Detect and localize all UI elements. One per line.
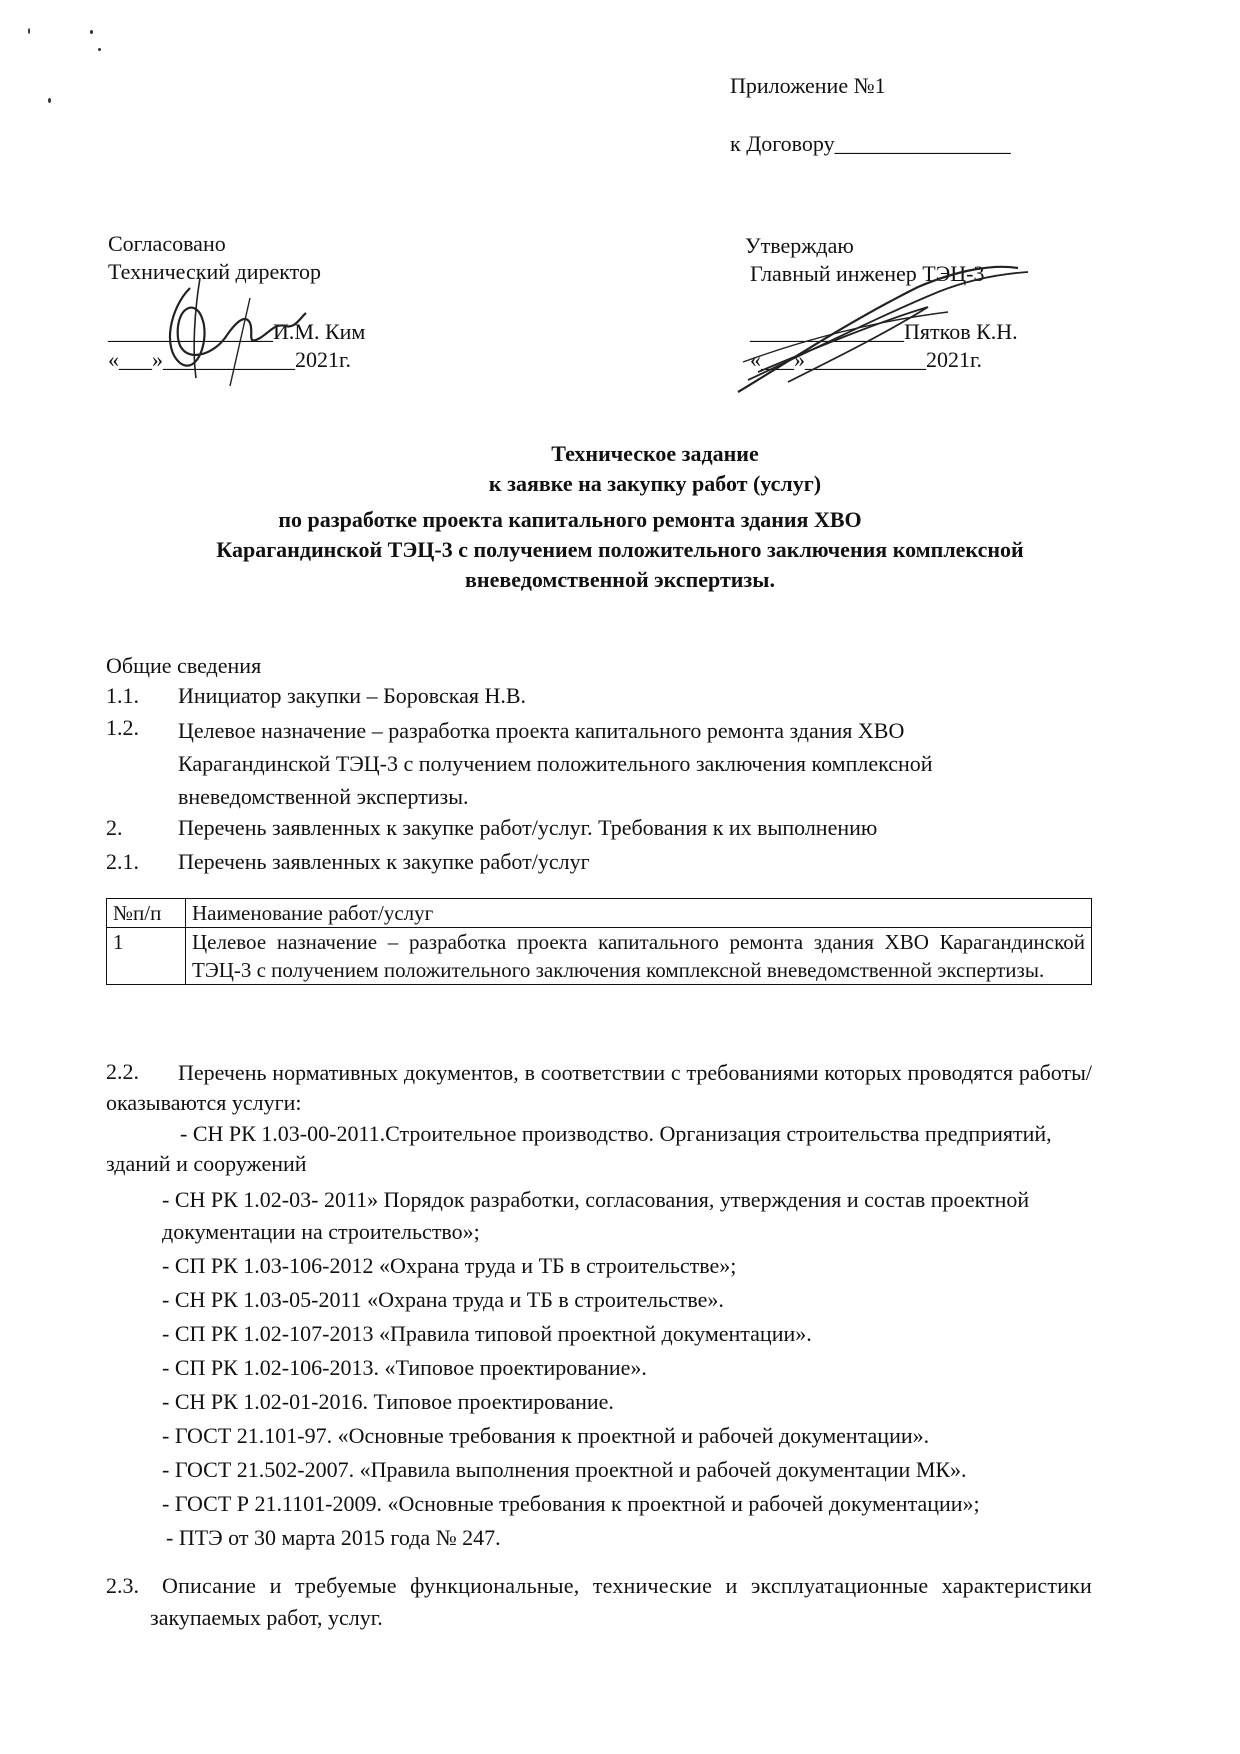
doc-item: - СН РК 1.02-01-2016. Типовое проектирование. <box>162 1389 614 1414</box>
scan-speck <box>48 98 51 103</box>
doc-item: - СН РК 1.03-05-2011 «Охрана труда и ТБ в строительстве». <box>162 1287 724 1312</box>
approval-left-date: «___»____________2021г. <box>108 347 352 372</box>
table-header-row <box>107 899 1092 928</box>
heading-line-5: вневедомственной экспертизы. <box>465 567 775 592</box>
heading-line-4: Карагандинской ТЭЦ-3 с получением положительного заключения комплексной <box>216 537 1024 562</box>
item-text: Целевое назначение – разработка проекта капитального ремонта здания ХВО Карагандинской ТЭЦ-3 с получением положительного заключения комплексной вневедомственной экспертизы. <box>178 718 933 809</box>
approval-right-position: Главный инженер ТЭЦ-3 <box>750 261 985 286</box>
doc-item: - СН РК 1.02-03- 2011» Порядок разработки, согласования, утверждения и состав проектной <box>162 1187 1030 1212</box>
section-2-2-text-content: Перечень нормативных документов, в соответствии с требованиями которых проводятся работы/оказываются услуги: <box>106 1060 1092 1115</box>
item-number: 2. <box>106 815 123 840</box>
section-2-3-number: 2.3. <box>106 1573 139 1598</box>
scan-speck <box>98 48 101 51</box>
doc-item: - СП РК 1.02-106-2013. «Типовое проектирование». <box>162 1355 647 1380</box>
list-item <box>106 814 1092 844</box>
list-item <box>106 848 1092 878</box>
doc-item: зданий и сооружений <box>106 1151 307 1176</box>
cell-name: Целевое назначение – разработка проекта капитального ремонта здания ХВО Карагандинской ТЭЦ-3 с получением положительного заключения комплексной вневедомственной экспертизы. <box>186 928 1092 985</box>
scan-speck <box>28 28 30 34</box>
heading-line-2: к заявке на закупку работ (услуг) <box>488 471 822 496</box>
section-2-2-number: 2.2. <box>106 1059 139 1084</box>
doc-item: - СП РК 1.03-106-2012 «Охрана труда и ТБ в строительстве»; <box>162 1253 737 1278</box>
item-text: Перечень заявленных к закупке работ/услуг. Требования к их выполнению <box>178 815 878 840</box>
doc-item: - ГОСТ 21.101-97. «Основные требования к проектной и рабочей документации». <box>162 1423 930 1448</box>
approval-right-name: ______________Пятков К.Н. <box>750 319 1018 344</box>
approval-left-position: Технический директор <box>108 259 321 284</box>
appendix-title: Приложение №1 <box>730 73 886 98</box>
heading-title: Техническое задание <box>551 441 759 466</box>
approval-right-heading: Утверждаю <box>745 233 854 258</box>
doc-item: - ГОСТ 21.502-2007. «Правила выполнения проектной и рабочей документации МК». <box>162 1457 967 1482</box>
approval-left-heading: Согласовано <box>108 231 226 256</box>
section-2-3-line-2: закупаемых работ, услуг. <box>150 1605 383 1630</box>
signature-left <box>150 268 310 388</box>
section-2-2-text <box>106 1058 1092 1118</box>
item-number: 2.1. <box>106 849 139 874</box>
item-number: 1.2. <box>106 715 139 740</box>
doc-item: - ГОСТ Р 21.1101-2009. «Основные требования к проектной и рабочей документации»; <box>162 1491 980 1516</box>
works-table <box>106 898 1092 985</box>
section-2-3-line-1: Описание и требуемые функциональные, технические и эксплуатационные характеристики <box>162 1573 1092 1598</box>
list-item <box>106 714 1092 810</box>
column-header-name: Наименование работ/услуг <box>186 899 1092 928</box>
general-section-title: Общие сведения <box>106 653 262 678</box>
approval-right-date: «___»___________2021г. <box>750 347 983 372</box>
item-number: 1.1. <box>106 683 139 708</box>
cell-number: 1 <box>107 928 186 985</box>
doc-item: - СН РК 1.03-00-2011.Строительное производство. Организация строительства предприятий, <box>180 1121 1052 1146</box>
table-row <box>107 928 1092 985</box>
doc-item: - СП РК 1.02-107-2013 «Правила типовой проектной документации». <box>162 1321 812 1346</box>
scan-speck <box>90 30 93 34</box>
item-text: Инициатор закупки – Боровская Н.В. <box>178 683 527 708</box>
doc-item: документации на строительство»; <box>162 1219 480 1244</box>
list-item <box>106 682 1092 712</box>
appendix-contract-line: к Договору________________ <box>730 131 1011 156</box>
heading-line-3: по разработке проекта капитального ремонта здания ХВО <box>278 507 862 532</box>
doc-item: - ПТЭ от 30 марта 2015 года № 247. <box>166 1525 501 1550</box>
item-text: Перечень заявленных к закупке работ/услуг <box>178 849 590 874</box>
approval-left-name: _______________И.М. Ким <box>108 319 366 344</box>
signature-right <box>728 262 1048 402</box>
column-header-number: №п/п <box>107 899 186 928</box>
